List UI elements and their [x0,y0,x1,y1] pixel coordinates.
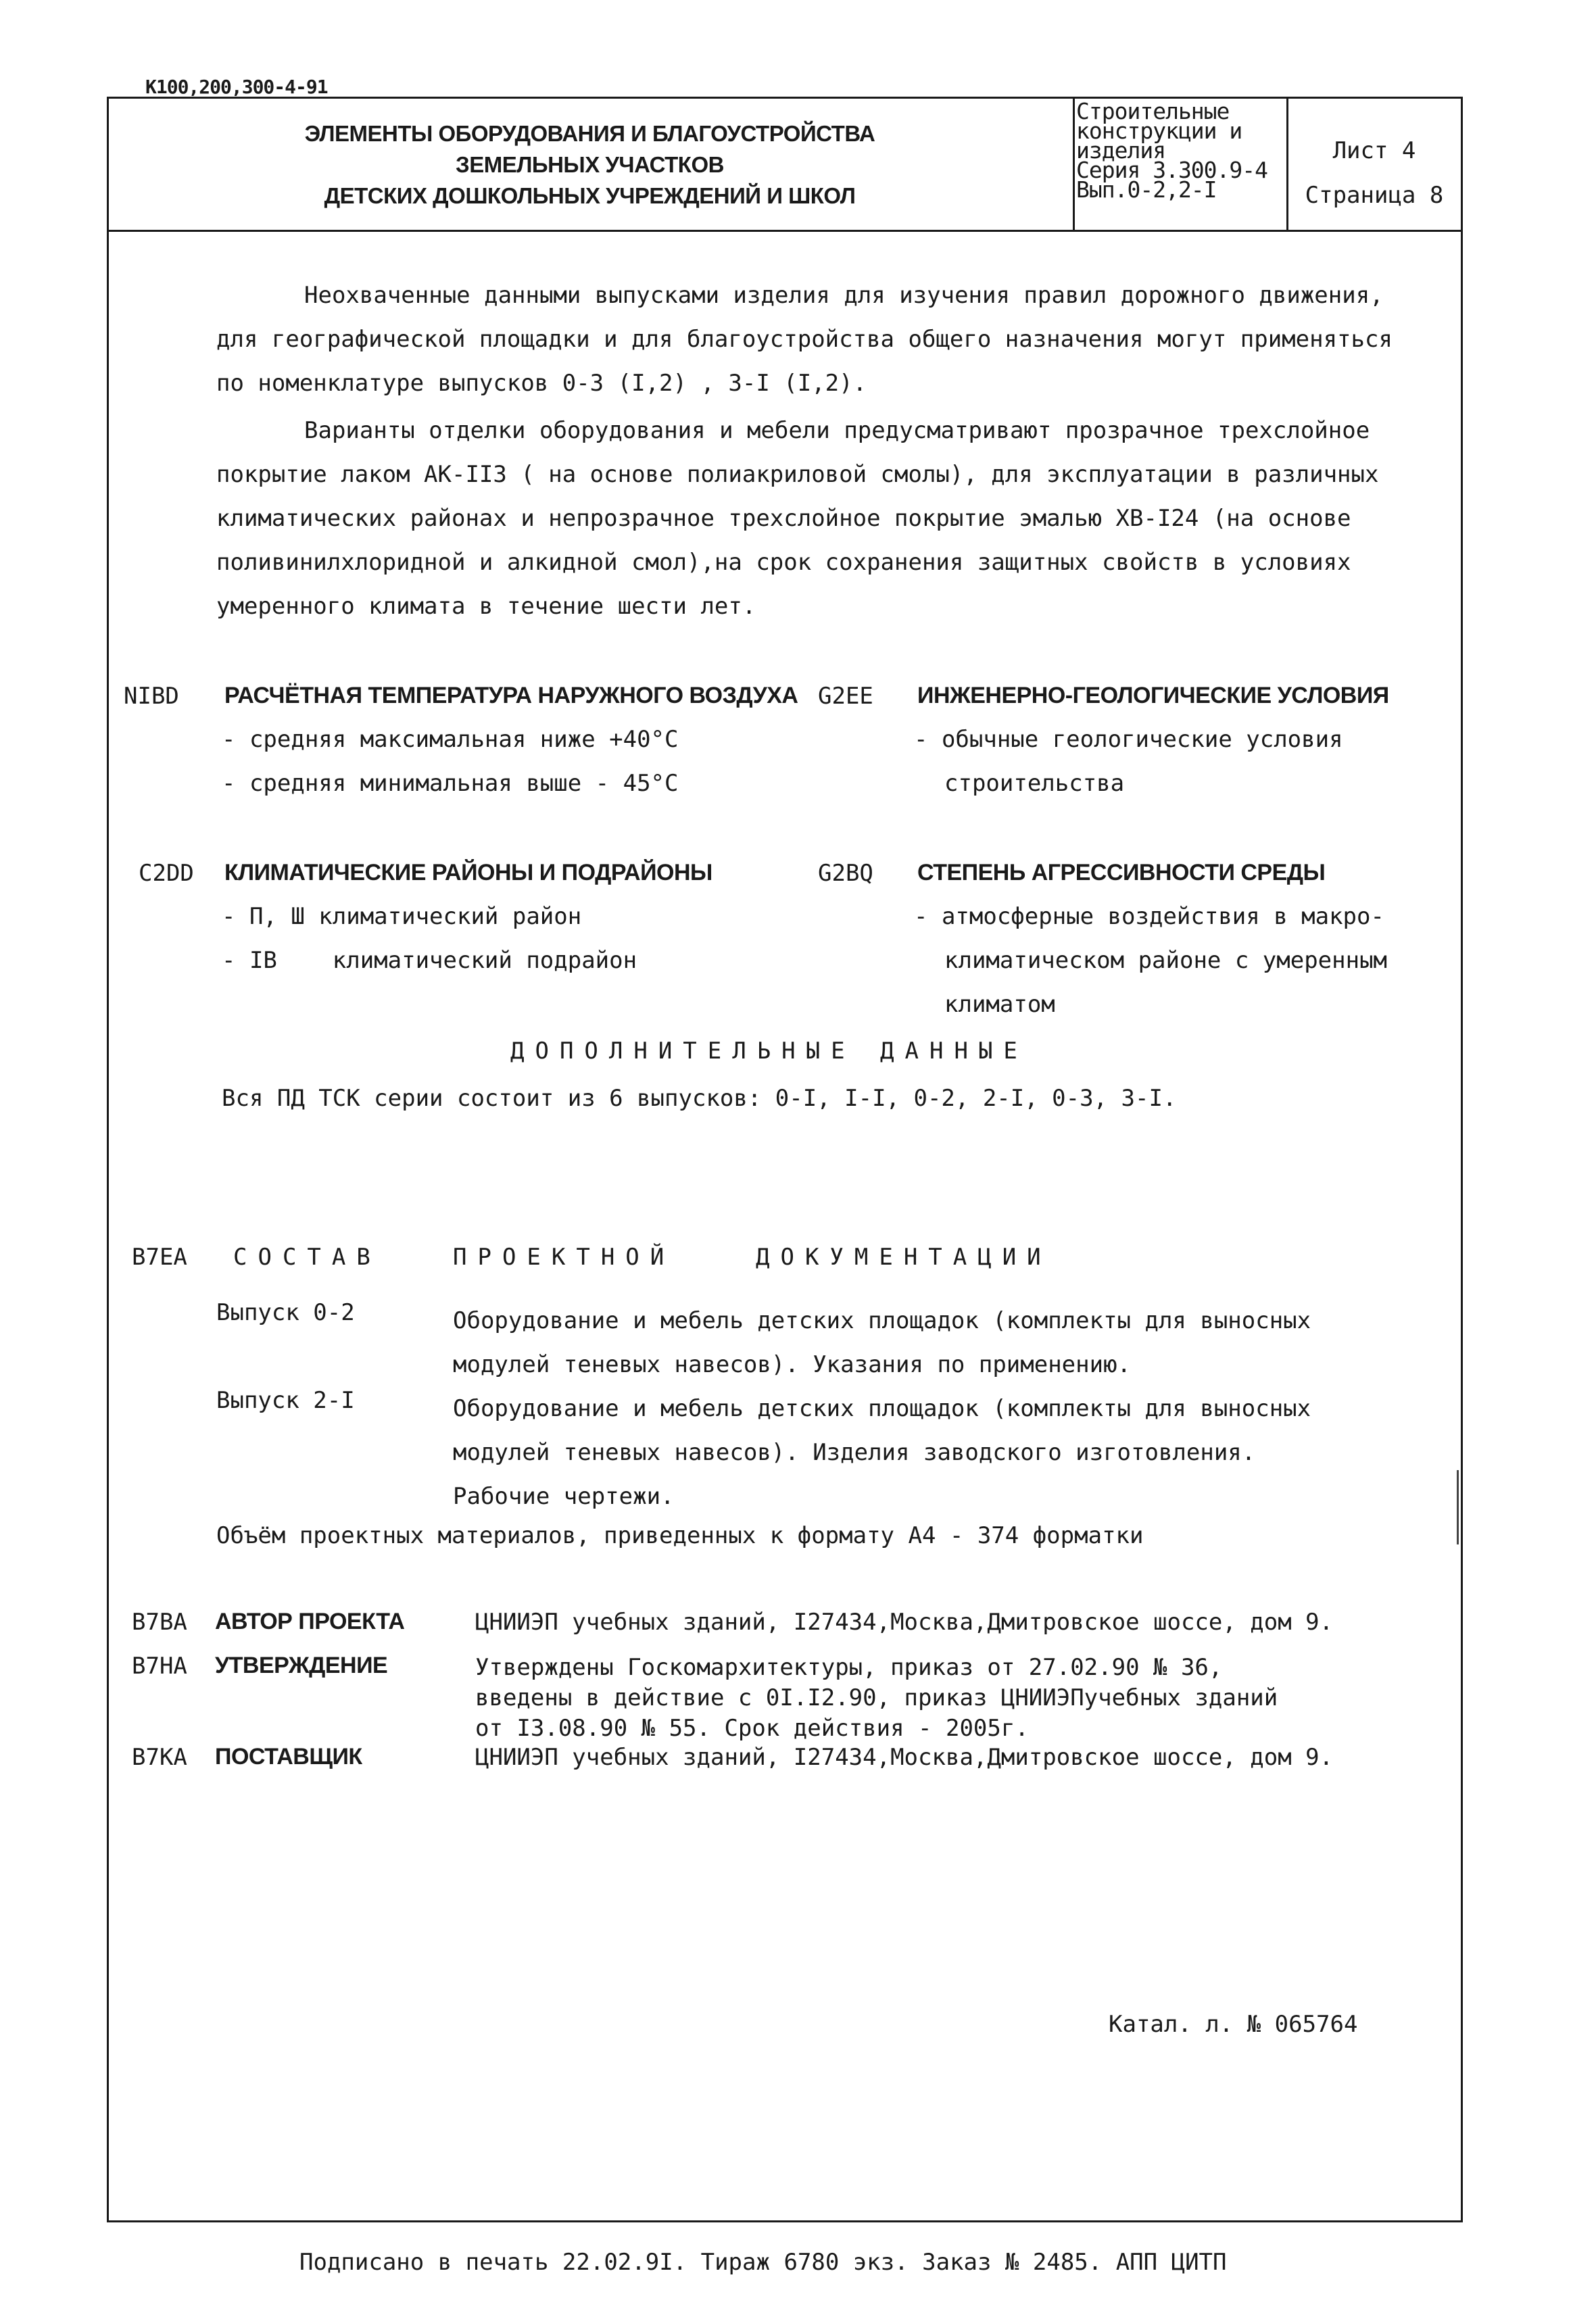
author-code: B7BA [132,1609,187,1636]
title-line: ЭЛЕМЕНТЫ ОБОРУДОВАНИЯ И БЛАГОУСТРОЙСТВА [304,121,875,146]
composition-heading-2: ПРОЕКТНОЙ [453,1244,675,1271]
approval-line: от I3.08.90 № 55. Срок действия - 2005г. [475,1715,1029,1742]
temp-heading: РАСЧЁТНАЯ ТЕМПЕРАТУРА НАРУЖНОГО ВОЗДУХА [224,683,798,708]
aggr-heading: СТЕПЕНЬ АГРЕССИВНОСТИ СРЕДЫ [917,860,1326,885]
composition-heading-3: ДОКУМЕНТАЦИИ [756,1244,1052,1271]
aggr-item: - атмосферные воздействия в макро- [914,903,1384,930]
title-line: ДЕТСКИХ ДОШКОЛЬНЫХ УЧРЕЖДЕНИЙ И ШКОЛ [324,183,856,208]
temp-items [222,718,679,806]
series-line: Строительные [1076,98,1230,124]
aggr-item: климатическом районе с умеренным [944,947,1388,974]
page-number: Страница 8 [1305,182,1444,209]
climate-item: - П, Ш климатический район [222,903,582,930]
approval-line: Утверждены Госкомархитектуры, приказ от 27.02.90 № 36, [475,1654,1223,1681]
temp-item: - средняя минимальная выше - 45°С [222,770,679,797]
additional-heading: ДОПОЛНИТЕЛЬНЫЕ ДАННЫЕ [510,1038,1028,1065]
series-line: Серия 3.300.9-4 [1076,157,1268,183]
composition-code: B7EA [132,1244,187,1271]
sheet-code: К100,200,300-4-91 [145,76,328,98]
climate-items [222,895,637,983]
header-divider [107,230,1463,232]
aggr-code: G2BQ [818,860,873,887]
supplier-code: B7KA [132,1744,187,1771]
issue-line: Оборудование и мебель детских площадок (комплекты для выносных [453,1395,1311,1422]
approval-code: B7HA [132,1653,187,1680]
geo-item: строительства [944,770,1125,797]
composition-heading-1: СОСТАВ [233,1244,381,1271]
issue-description [453,1299,1311,1387]
author-value: ЦНИИЭП учебных зданий, I27434,Москва,Дмитровское шоссе, дом 9. [475,1609,1334,1636]
approval-value [475,1653,1278,1744]
scan-mark [1457,1470,1459,1544]
title-line: ЗЕМЕЛЬНЫХ УЧАСТКОВ [456,152,724,177]
header-divider-left [1073,97,1075,232]
series-line: конструкции и [1076,118,1242,144]
aggr-item: климатом [944,991,1055,1018]
series-info [1076,98,1286,203]
sheet-number: Лист 4 [1332,137,1416,164]
issue-label: Выпуск 0-2 [216,1299,355,1326]
sheet-info [1288,128,1461,218]
additional-text: Вся ПД ТСК серии состоит из 6 выпусков: 0-I, I-I, 0-2, 2-I, 0-3, 3-I. [222,1085,1177,1112]
intro-paragraph-2: Варианты отделки оборудования и мебели предусматривают прозрачное трехслойное покрытие лаком АК-II3 ( на основе полиакриловой смолы), для эксплуатации в различных климатических районах и непрозрачное трехслойное покрытие эмалью ХВ-I24 (на основе поливинилхлоридной и алкидной смол),на срок сохранения защитных свойств в условиях умеренного климата в течение шести лет. [216,417,1379,620]
approval-line: введены в действие с 0I.I2.90, приказ ЦНИИЭПучебных зданий [475,1684,1278,1711]
approval-label: УТВЕРЖДЕНИЕ [215,1653,388,1678]
supplier-label: ПОСТАВЩИК [215,1744,362,1770]
temp-item: - средняя максимальная ниже +40°С [222,726,679,753]
document-title [115,118,1065,212]
series-line: изделия [1076,137,1166,164]
geo-item: - обычные геологические условия [914,726,1343,753]
catalog-number: Катал. л. № 065764 [1109,2011,1358,2038]
intro-paragraph-1: Неохваченные данными выпусками изделия для изучения правил дорожного движения, для географической площадки и для благоустройства общего назначения могут применяться по номенклатуре выпусков 0-3 (I,2) , 3-I (I,2). [216,282,1393,397]
issue-line: Оборудование и мебель детских площадок (комплекты для выносных [453,1307,1311,1334]
supplier-value: ЦНИИЭП учебных зданий, I27434,Москва,Дмитровское шоссе, дом 9. [475,1744,1334,1771]
issue-line: модулей теневых навесов). Изделия заводского изготовления. [453,1439,1256,1466]
climate-item: - IB климатический подрайон [222,947,637,974]
geo-items [914,718,1343,806]
issue-line: Рабочие чертежи. [453,1483,675,1510]
issue-description [453,1387,1311,1519]
climate-code: C2DD [139,860,194,887]
temp-code: NIBD [124,683,179,710]
geo-code: G2EE [818,683,873,710]
issue-line: модулей теневых навесов). Указания по применению. [453,1351,1132,1378]
series-line: Вып.0-2,2-I [1076,176,1217,203]
issue-label: Выпуск 2-I [216,1387,355,1414]
climate-heading: КЛИМАТИЧЕСКИЕ РАЙОНЫ И ПОДРАЙОНЫ [224,860,712,885]
author-label: АВТОР ПРОЕКТА [215,1609,405,1634]
aggr-items [914,895,1387,1027]
geo-heading: ИНЖЕНЕРНО-ГЕОЛОГИЧЕСКИЕ УСЛОВИЯ [917,683,1389,708]
volume-text: Объём проектных материалов, приведенных к формату А4 - 374 форматки [216,1522,1144,1549]
print-footer: Подписано в печать 22.02.9I. Тираж 6780 экз. Заказ № 2485. АПП ЦИТП [299,2249,1227,2276]
